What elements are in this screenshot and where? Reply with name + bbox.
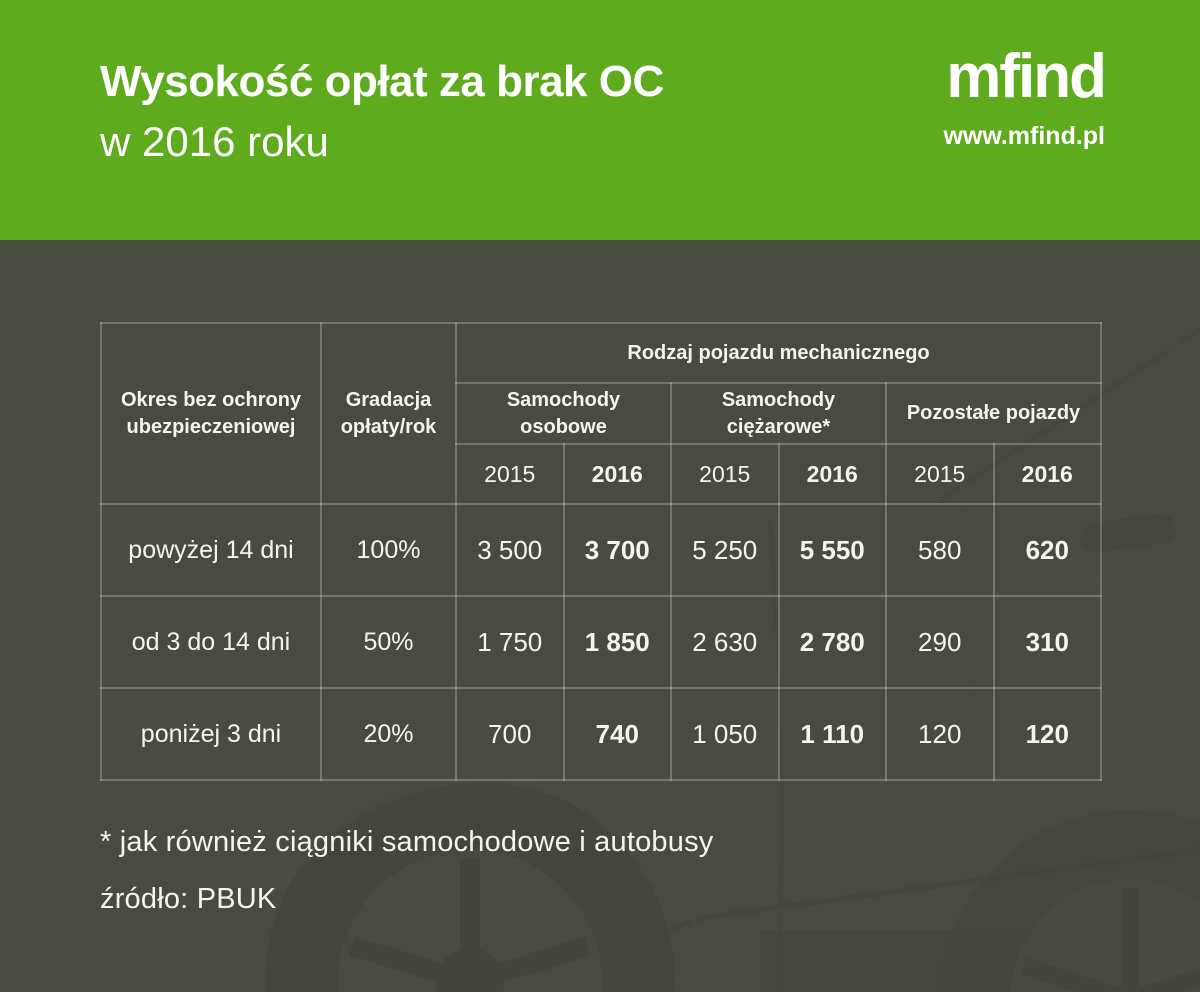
header-group-other: Pozostałe pojazdy [886,383,1101,444]
year-cell: 2015 [671,444,779,504]
year-cell: 2016 [564,444,672,504]
year-cell: 2015 [886,444,994,504]
value-cell: 1 850 [564,596,672,688]
table-row [101,504,1101,596]
footnote-text: * jak również ciągniki samochodowe i autobusy [100,826,714,858]
value-cell: 580 [886,504,994,596]
mfind-logo: mfind [946,42,1105,111]
year-cell: 2016 [779,444,887,504]
value-cell: 1 750 [456,596,564,688]
header-group-cars: Samochody osobowe [456,383,671,444]
header-gradation: Gradacja opłaty/rok [321,323,456,504]
value-cell: 120 [994,688,1102,780]
value-cell: 310 [994,596,1102,688]
value-cell: 740 [564,688,672,780]
value-cell: 2 630 [671,596,779,688]
gradation-cell: 20% [321,688,456,780]
value-cell: 1 110 [779,688,887,780]
logo-block [943,42,1105,151]
table-row [101,596,1101,688]
value-cell: 2 780 [779,596,887,688]
year-cell: 2016 [994,444,1102,504]
logo-url: www.mfind.pl [943,122,1105,150]
period-cell: od 3 do 14 dni [101,596,321,688]
value-cell: 700 [456,688,564,780]
header-band [0,0,1200,240]
value-cell: 3 700 [564,504,672,596]
page-subtitle: w 2016 roku [100,118,329,166]
period-cell: powyżej 14 dni [101,504,321,596]
title-block [100,58,664,166]
value-cell: 3 500 [456,504,564,596]
value-cell: 620 [994,504,1102,596]
content-area [0,240,1200,992]
year-cell: 2015 [456,444,564,504]
value-cell: 290 [886,596,994,688]
fees-table [100,322,1102,781]
gradation-cell: 50% [321,596,456,688]
value-cell: 5 550 [779,504,887,596]
value-cell: 5 250 [671,504,779,596]
header-vehicle-type: Rodzaj pojazdu mechanicznego [456,323,1101,383]
table-row [101,688,1101,780]
source-text: źródło: PBUK [100,883,277,915]
value-cell: 1 050 [671,688,779,780]
header-group-trucks: Samochody ciężarowe* [671,383,886,444]
header-period: Okres bez ochrony ubezpieczeniowej [101,323,321,504]
gradation-cell: 100% [321,504,456,596]
value-cell: 120 [886,688,994,780]
period-cell: poniżej 3 dni [101,688,321,780]
page-title: Wysokość opłat za brak OC [100,57,664,106]
